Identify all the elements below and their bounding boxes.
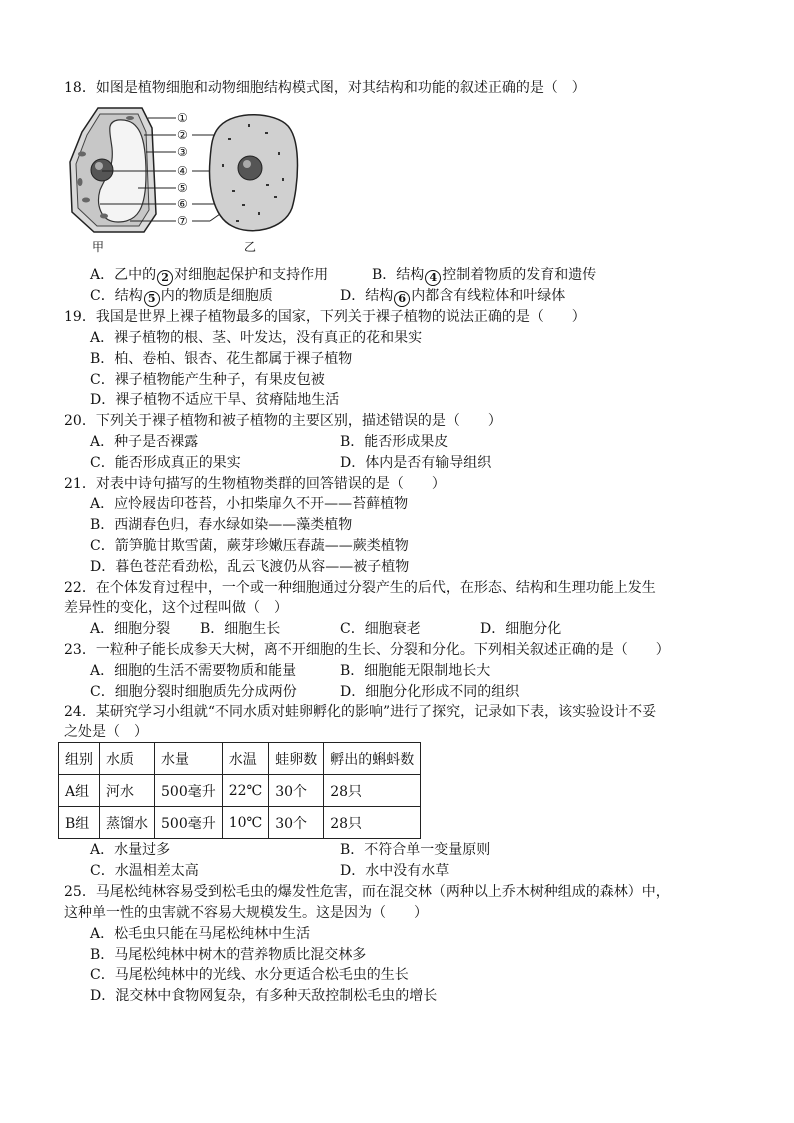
frog-egg-table <box>58 742 421 839</box>
q22-option-d[interactable]: D．细胞分化 <box>480 621 562 637</box>
q24-option-d[interactable]: D．水中没有水草 <box>340 863 450 879</box>
q25-option-d[interactable]: D．混交林中食物网复杂，有多种天敌控制松毛虫的增长 <box>90 988 438 1004</box>
circled-number: 5 <box>144 291 160 307</box>
table-cell: 河水 <box>100 775 155 807</box>
table-cell: A组 <box>59 775 100 807</box>
q22-option-a[interactable]: A．细胞分裂 <box>90 621 171 637</box>
q20-option-d[interactable]: D．体内是否有输导组织 <box>340 455 492 471</box>
q21-option-a[interactable]: A．应怜屐齿印苍苔，小扣柴扉久不开——苔藓植物 <box>90 496 409 512</box>
label-5: ⑤ <box>177 181 188 195</box>
label-3: ③ <box>177 145 188 159</box>
q23-option-a[interactable]: A．细胞的生活不需要物质和能量 <box>90 663 297 679</box>
q22-stem-line1: 22．在个体发育过程中，一个或一种细胞通过分裂产生的后代，在形态、结构和生理功能上发生 <box>64 580 656 596</box>
q25-option-a[interactable]: A．松毛虫只能在马尾松纯林中生活 <box>90 926 311 942</box>
table-cell: 22℃ <box>222 775 268 807</box>
q21-option-b[interactable]: B．西湖春色归，春水绿如染——藻类植物 <box>90 517 353 533</box>
q25-option-c[interactable]: C．马尾松纯林中的光线、水分更适合松毛虫的生长 <box>90 967 409 983</box>
q23-option-d[interactable]: D．细胞分化形成不同的组织 <box>340 684 520 700</box>
q25-stem-line2: 这种单一性的虫害就不容易大规模发生。这是因为（ ） <box>64 905 428 921</box>
table-header-row <box>59 743 421 775</box>
q19-option-c[interactable]: C．裸子植物能产生种子，有果皮包被 <box>90 372 325 388</box>
table-header-cell: 组别 <box>59 743 100 775</box>
caption-yi: 乙 <box>244 240 257 254</box>
table-header-cell: 水质 <box>100 743 155 775</box>
q22-stem-line2: 差异性的变化，这个过程叫做（ ） <box>64 600 288 616</box>
table-cell: 30个 <box>269 807 324 839</box>
q24-option-b[interactable]: B．不符合单一变量原则 <box>340 842 491 858</box>
table-row <box>59 807 421 839</box>
q22-option-b[interactable]: B．细胞生长 <box>200 621 281 637</box>
label-1: ① <box>177 111 188 125</box>
table-header-cell: 孵出的蝌蚪数 <box>324 743 421 775</box>
q24-option-c[interactable]: C．水温相差太高 <box>90 863 199 879</box>
q25-stem-line1: 25．马尾松纯林容易受到松毛虫的爆发性危害，而在混交林（两种以上乔木树种组成的森林）中， <box>64 884 670 900</box>
table-header-cell: 水温 <box>222 743 268 775</box>
q18-option-a[interactable]: A．乙中的 2 对细胞起保护和支持作用 <box>90 267 329 284</box>
circled-number: 4 <box>425 270 441 286</box>
q22-option-c[interactable]: C．细胞衰老 <box>340 621 421 637</box>
q19-stem: 19．我国是世界上裸子植物最多的国家，下列关于裸子植物的说法正确的是（ ） <box>64 309 586 325</box>
table-header-cell: 水量 <box>155 743 223 775</box>
label-4: ④ <box>177 164 188 178</box>
q24-stem-line1: 24．某研究学习小组就“不同水质对蛙卵孵化的影响”进行了探究，记录如下表，该实验设计不妥 <box>64 704 657 720</box>
table-cell: 28只 <box>324 807 421 839</box>
table-cell: 28只 <box>324 775 421 807</box>
caption-jia: 甲 <box>92 240 105 254</box>
animal-cell <box>210 115 298 231</box>
plant-cell <box>70 108 156 232</box>
q20-stem: 20．下列关于裸子植物和被子植物的主要区别，描述错误的是（ ） <box>64 413 502 429</box>
q19-option-d[interactable]: D．裸子植物不适应干旱、贫瘠陆地生活 <box>90 392 340 408</box>
q20-option-a[interactable]: A．种子是否裸露 <box>90 434 199 450</box>
table-cell: 500毫升 <box>155 775 223 807</box>
table-cell: 10℃ <box>222 807 268 839</box>
table-cell: 蒸馏水 <box>100 807 155 839</box>
circled-number: 6 <box>394 291 410 307</box>
q21-option-c[interactable]: C．箭笋脆甘欺雪菌，蕨芽珍嫩压春蔬——蕨类植物 <box>90 538 409 554</box>
q21-option-d[interactable]: D．暮色苍茫看劲松，乱云飞渡仍从容——被子植物 <box>90 559 410 575</box>
q19-option-b[interactable]: B．柏、卷柏、银杏、花生都属于裸子植物 <box>90 351 353 367</box>
q20-option-b[interactable]: B．能否形成果皮 <box>340 434 449 450</box>
q23-option-c[interactable]: C．细胞分裂时细胞质先分成两份 <box>90 684 297 700</box>
q18-stem: 18．如图是植物细胞和动物细胞结构模式图，对其结构和功能的叙述正确的是（ ） <box>64 80 586 96</box>
q23-stem: 23．一粒种子能长成参天大树，离不开细胞的生长、分裂和分化。下列相关叙述正确的是（ ） <box>64 642 670 658</box>
cell-structure-figure <box>60 104 310 254</box>
table-row <box>59 775 421 807</box>
q25-option-b[interactable]: B．马尾松纯林中树木的营养物质比混交林多 <box>90 947 367 963</box>
label-2: ② <box>177 128 188 142</box>
table-cell: 500毫升 <box>155 807 223 839</box>
label-numbers <box>177 111 188 228</box>
q19-option-a[interactable]: A．裸子植物的根、茎、叶发达，没有真正的花和果实 <box>90 330 423 346</box>
table-cell: B组 <box>59 807 100 839</box>
table-cell: 30个 <box>269 775 324 807</box>
label-6: ⑥ <box>177 197 188 211</box>
circled-number: 2 <box>157 270 173 286</box>
q23-option-b[interactable]: B．细胞能无限制地长大 <box>340 663 491 679</box>
q18-option-b[interactable]: B．结构 4 控制着物质的发育和遗传 <box>372 267 597 284</box>
q18-option-c[interactable]: C．结构 5 内的物质是细胞质 <box>90 288 273 305</box>
q18-option-d[interactable]: D．结构 6 内都含有线粒体和叶绿体 <box>340 288 566 305</box>
q24-option-a[interactable]: A．水量过多 <box>90 842 171 858</box>
q20-option-c[interactable]: C．能否形成真正的果实 <box>90 455 241 471</box>
q21-stem: 21．对表中诗句描写的生物植物类群的回答错误的是（ ） <box>64 476 446 492</box>
label-7: ⑦ <box>177 214 188 228</box>
table-header-cell: 蛙卵数 <box>269 743 324 775</box>
q24-stem-line2: 之处是（ ） <box>64 724 148 740</box>
